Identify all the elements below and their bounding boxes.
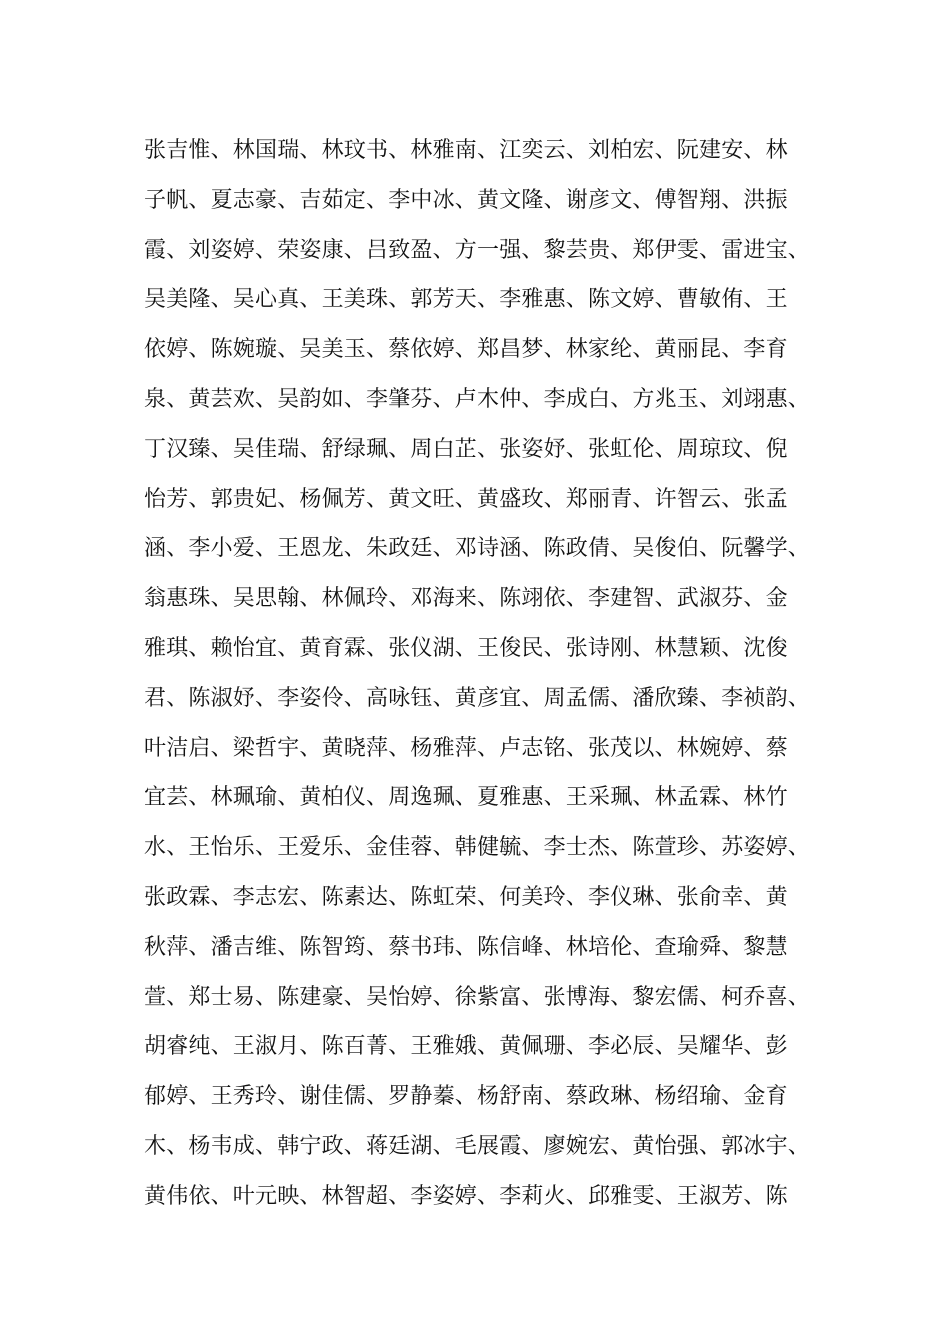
text-line: 叶洁启、梁哲宇、黄晓萍、杨雅萍、卢志铭、张茂以、林婉婷、蔡 [144, 735, 788, 761]
text-line: 水、王怡乐、王爱乐、金佳蓉、韩健毓、李士杰、陈萱珍、苏姿婷、 [144, 835, 811, 861]
text-line: 黄伟依、叶元映、林智超、李姿婷、李莉火、邱雅雯、王淑芳、陈 [144, 1183, 788, 1209]
text-line: 泉、黄芸欢、吴韵如、李肇芬、卢木仲、李成白、方兆玉、刘翊惠、 [144, 386, 811, 412]
text-line: 翁惠珠、吴思翰、林佩玲、邓海来、陈翊依、李建智、武淑芬、金 [144, 586, 788, 612]
text-line: 胡睿纯、王淑月、陈百菁、王雅娥、黄佩珊、李必辰、吴耀华、彭 [144, 1034, 788, 1060]
text-line: 吴美隆、吴心真、王美珠、郭芳天、李雅惠、陈文婷、曹敏侑、王 [144, 287, 788, 313]
text-line: 宜芸、林珮瑜、黄柏仪、周逸珮、夏雅惠、王采珮、林孟霖、林竹 [144, 785, 788, 811]
text-line: 怡芳、郭贵妃、杨佩芳、黄文旺、黄盛玫、郑丽青、许智云、张孟 [144, 486, 788, 512]
text-line: 张政霖、李志宏、陈素达、陈虹荣、何美玲、李仪琳、张俞幸、黄 [144, 884, 788, 910]
text-line: 木、杨韦成、韩宁政、蒋廷湖、毛展霞、廖婉宏、黄怡强、郭冰宇、 [144, 1133, 811, 1159]
text-line: 涵、李小爱、王恩龙、朱政廷、邓诗涵、陈政倩、吴俊伯、阮馨学、 [144, 536, 811, 562]
text-line: 子帆、夏志豪、吉茹定、李中冰、黄文隆、谢彦文、傅智翔、洪振 [144, 187, 788, 213]
text-line: 张吉惟、林国瑞、林玟书、林雅南、江奕云、刘柏宏、阮建安、林 [144, 138, 788, 163]
text-line: 丁汉臻、吴佳瑞、舒绿珮、周白芷、张姿妤、张虹伦、周琼玟、倪 [144, 436, 788, 462]
text-line: 秋萍、潘吉维、陈智筠、蔡书玮、陈信峰、林培伦、查瑜舜、黎慧 [144, 934, 788, 960]
text-line: 君、陈淑妤、李姿伶、高咏钰、黄彦宜、周孟儒、潘欣臻、李祯韵、 [144, 685, 811, 711]
text-line: 萱、郑士易、陈建豪、吴怡婷、徐紫富、张博海、黎宏儒、柯乔喜、 [144, 984, 811, 1010]
text-line: 依婷、陈婉璇、吴美玉、蔡依婷、郑昌梦、林家纶、黄丽昆、李育 [144, 337, 788, 363]
text-line: 霞、刘姿婷、荣姿康、吕致盈、方一强、黎芸贵、郑伊雯、雷进宝、 [144, 237, 811, 263]
text-line: 郁婷、王秀玲、谢佳儒、罗静蓁、杨舒南、蔡政琳、杨绍瑜、金育 [144, 1084, 788, 1110]
text-line: 雅琪、赖怡宜、黄育霖、张仪湖、王俊民、张诗刚、林慧颖、沈俊 [144, 635, 788, 661]
name-list-paragraph [144, 126, 824, 1222]
